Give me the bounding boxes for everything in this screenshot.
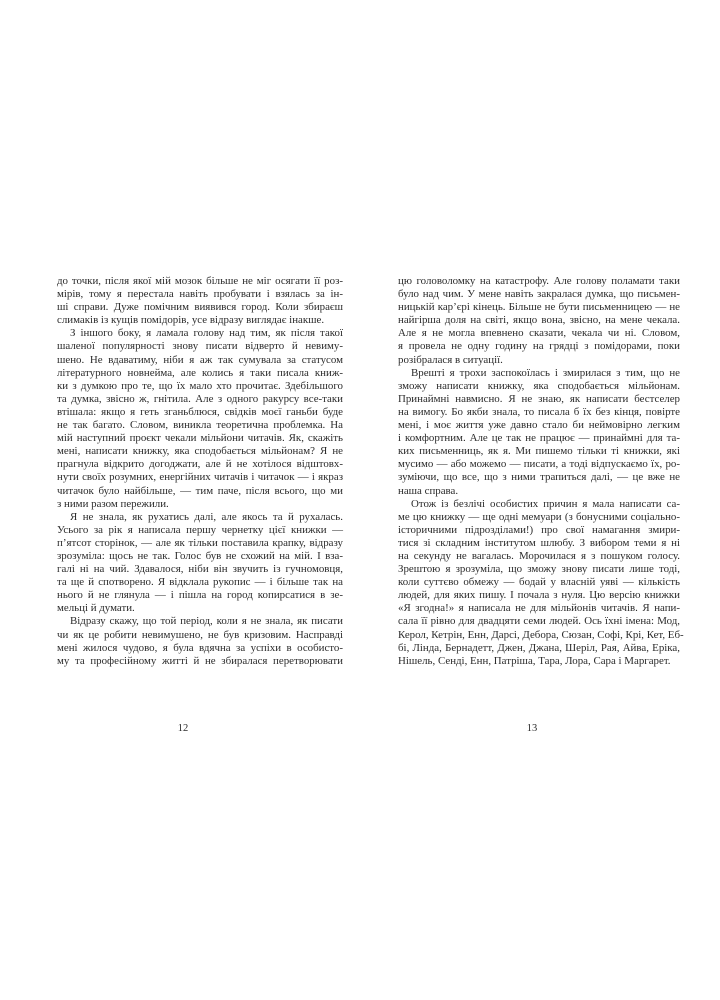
text-line: читачок було найбільше, — тим паче, після всього, що ми	[57, 484, 343, 497]
text-line: шено. Не вдаватиму, ніби я аж так сумувала за статусом	[57, 353, 343, 366]
text-line: слимаків із кущів помідорів, усе відразу виглядає інакше.	[57, 314, 325, 327]
paragraph	[398, 367, 680, 498]
text-line: розібралася в ситуації.	[398, 353, 503, 366]
text-line: ких письменниць, як я. Ми пишемо тільки ті книжки, які	[398, 445, 680, 458]
text-line: нього й не глянула — і пішла на город копирсатися в зе-	[57, 589, 343, 602]
text-line: на вимогу. Бо якби знала, то писала б їх без кінця, повірте	[398, 405, 680, 418]
text-line: сала її рівно для двадцяти семи людей. Ось їхні імена: Мод,	[398, 615, 680, 628]
text-line: до точки, після якої мій мозок більше не міг осягати її роз-	[57, 275, 343, 287]
text-line: не так багато. Словом, виникла теоретична проблемка. На	[57, 419, 343, 432]
text-line: п’ятсот сторінок, — але як тільки поставила крапку, відразу	[57, 536, 343, 549]
text-line: Зрештою я зрозуміла, що зможу знову писати лише тоді,	[398, 563, 680, 576]
text-line: та ще й спотворено. Я відклала рукопис — і більше так на	[57, 576, 343, 589]
right-page-number: 13	[526, 723, 538, 734]
text-line: Керол, Кетрін, Енн, Дарсі, Дебора, Сюзан, Софі, Крі, Кет, Еб-	[398, 628, 684, 641]
text-line: Врешті я трохи заспокоїлась і змирилася з тим, що не	[411, 366, 680, 379]
text-line: тися зі складним інститутом шлюбу. З вибором теми я ні	[398, 536, 680, 549]
text-line: було над чим. У мене навіть закралася думка, що письмен-	[398, 288, 680, 301]
paragraph	[57, 327, 343, 510]
text-line: прагнула відкрито догоджати, але й не хотілося відштовх-	[57, 458, 343, 471]
paragraph	[398, 275, 680, 367]
paragraph	[57, 511, 343, 616]
text-line: чи як це робити невимушено, не був кризовим. Насправді	[57, 628, 343, 641]
text-line: мені, і моє життя уже давно стало би неймовірно легким	[398, 419, 680, 432]
paragraph	[57, 615, 343, 667]
text-line: і комфортним. Але це так не працює — принаймні для та-	[398, 432, 680, 445]
text-line: з ними разом пережили.	[57, 497, 169, 510]
text-line: найгірша доля на світі, якщо вона, звісно, на мене чекала.	[398, 314, 680, 327]
text-line: на секунду не вагалась. Морочилася я з пошуком голосу.	[398, 549, 680, 562]
text-line: мельці й думати.	[57, 602, 135, 615]
text-line: Нішель, Сенді, Енн, Патріша, Тара, Лора, Сара і Маргарет.	[398, 654, 671, 667]
text-line: та думка, звісно ж, гнітила. Але з одного ракурсу все-таки	[57, 392, 343, 405]
text-line: Усього за рік я написала першу чернетку цієї книжки —	[57, 523, 343, 536]
text-line: втішала: якщо я геть зганьблюся, свідків моєї ганьби буде	[57, 405, 343, 418]
text-line: ші справи. Дуже помічним виявився город. Коли збираєш	[57, 301, 343, 314]
text-line: нути своїх розумних, енергійних читачів і читачок — і якраз	[57, 471, 343, 484]
text-line: мій наступний проєкт чекали мільйони читачів. Як, скажіть	[57, 432, 343, 445]
text-line: людей, для яких пишу. І почала з нуля. Цю версію книжки	[398, 589, 680, 602]
text-line: зможу написати книжку, яка сподобається мільйонам.	[398, 379, 680, 392]
text-line: зуміючи, що все, що з ними трапиться далі, — це вже не	[398, 471, 680, 484]
left-page-text	[57, 275, 343, 668]
text-line: наша справа.	[398, 484, 459, 497]
text-line: коли суттєво обмежу — бодай у власній уяві — кількість	[398, 576, 680, 589]
text-line: му та професійному житті й не збиралася перетворювати	[57, 654, 343, 667]
text-line: «Я згодна!» я написала не для мільйонів читачів. Я напи-	[398, 602, 680, 615]
text-line: Відразу скажу, що той період, коли я не знала, як писати	[70, 615, 343, 628]
text-line: шаленої популярності знову писати відверто й невиму-	[57, 340, 343, 353]
left-page-number: 12	[177, 723, 189, 734]
paragraph	[57, 275, 343, 327]
text-line: цю головоломку на катастрофу. Але голову поламати таки	[398, 275, 680, 287]
text-line: Я не знала, як рухатись далі, але якось та й рухалась.	[70, 510, 343, 523]
text-line: Принаймні навмисно. Я не знаю, як написати бестселер	[398, 392, 680, 405]
text-line: я провела не одну годину на грядці з помідорами, поки	[398, 340, 680, 353]
text-line: З іншого боку, я ламала голову над тим, як після такої	[70, 327, 343, 340]
text-line: ки з думкою про те, що їх мало хто прочитає. Здебільшого	[57, 379, 343, 392]
text-line: ницькій кар’єрі кінець. Більше не бути письменницею — не	[398, 301, 680, 314]
text-line: мірів, тому я перестала навіть пробувати і взялась за ін-	[57, 288, 343, 301]
paragraph	[398, 497, 684, 668]
text-line: Але я не могла впевнено сказати, чекала чи ні. Словом,	[398, 327, 680, 340]
text-line: бі, Лінда, Бернадетт, Джен, Джана, Шеріл, Рая, Айва, Еріка,	[398, 641, 680, 654]
text-line: Отож із безлічі особистих причин я мала написати са-	[411, 497, 680, 510]
text-line: історичними підрозділами!) про свої намагання змири-	[398, 523, 680, 536]
text-line: літературного новнейма, але колись я таки писала книж-	[57, 366, 343, 379]
text-line: мені жилося чудово, я була вдячна за успіхи в особисто-	[57, 641, 343, 654]
text-line: галі ні на чий. Здавалося, ніби він звучить із гучномовця,	[57, 563, 343, 576]
text-line: зрозуміла: щось не так. Голос був не схожий на мій. І вза-	[57, 549, 343, 562]
text-line: мусимо — або можемо — писати, а тоді відпускаємо їх, ро-	[398, 458, 680, 471]
right-page-text	[398, 275, 684, 668]
text-line: мені, написати книжку, яка сподобається мільйонам? Я не	[57, 445, 343, 458]
text-line: ме цю книжку — ще одні мемуари (з бонусними соціально-	[398, 510, 680, 523]
